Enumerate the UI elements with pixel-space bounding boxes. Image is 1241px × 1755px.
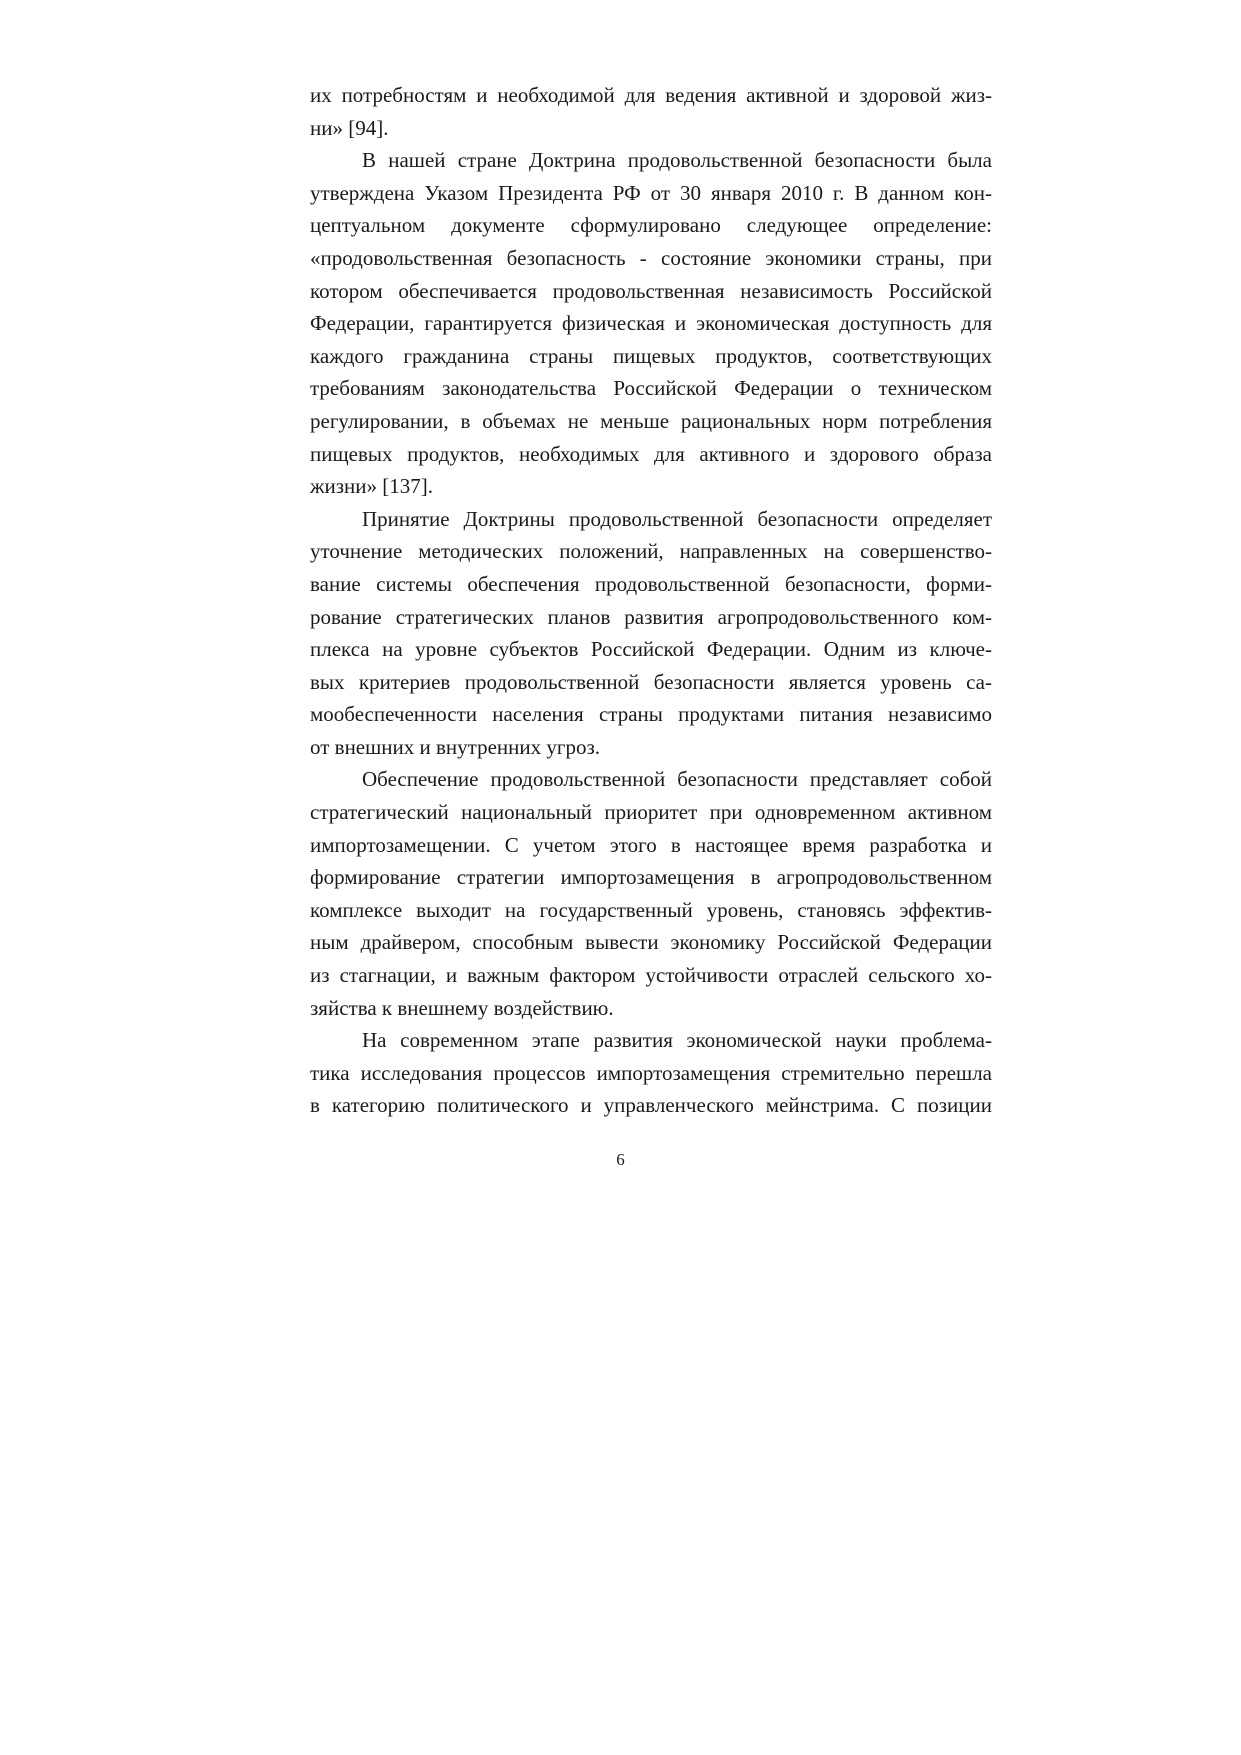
text-line: рование стратегических планов развития агропродовольственного ком- — [310, 604, 992, 629]
text-line: Принятие Доктрины продовольственной безопасности определяет — [362, 506, 992, 531]
text-line: ни» [94]. — [310, 115, 389, 140]
paragraph — [310, 144, 992, 503]
text-line: На современном этапе развития экономической науки проблема- — [362, 1028, 992, 1053]
text-line: их потребностям и необходимой для ведения активной и здоровой жиз- — [310, 83, 992, 107]
page-number: 6 — [616, 1150, 625, 1169]
text-line: Обеспечение продовольственной безопасности представляет собой — [362, 767, 992, 792]
text-line: ным драйвером, способным вывести экономику Российской Федерации — [310, 930, 992, 955]
text-line: плекса на уровне субъектов Российской Федерации. Одним из ключе- — [310, 637, 992, 662]
text-line: «продовольственная безопасность - состояние экономики страны, при — [310, 245, 992, 270]
text-line: пищевых продуктов, необходимых для активного и здорового образа — [310, 441, 992, 466]
paragraph — [310, 1024, 992, 1122]
text-line: стратегический национальный приоритет при одновременном активном — [310, 800, 992, 825]
text-line: импортозамещении. С учетом этого в настоящее время разработка и — [310, 832, 992, 857]
paragraph — [310, 503, 992, 764]
text-line: уточнение методических положений, направленных на совершенство- — [310, 539, 992, 564]
body-text — [310, 79, 992, 1122]
text-line: зяйства к внешнему воздействию. — [310, 995, 614, 1020]
text-line: котором обеспечивается продовольственная независимость Российской — [310, 278, 992, 303]
text-line: В нашей стране Доктрина продовольственной безопасности была — [362, 148, 992, 173]
text-line: требованиям законодательства Российской Федерации о техническом — [310, 376, 992, 401]
text-line: каждого гражданина страны пищевых продуктов, соответствующих — [310, 343, 992, 368]
text-line: жизни» [137]. — [310, 474, 434, 499]
paragraph — [310, 79, 992, 144]
text-line: мообеспеченности населения страны продуктами питания независимо — [310, 702, 992, 727]
text-line: формирование стратегии импортозамещения в агропродовольственном — [310, 865, 992, 890]
text-line: утверждена Указом Президента РФ от 30 января 2010 г. В данном кон- — [310, 180, 992, 205]
text-line: вых критериев продовольственной безопасности является уровень са- — [310, 669, 992, 694]
text-line: вание системы обеспечения продовольственной безопасности, форми- — [310, 571, 992, 596]
text-line: из стагнации, и важным фактором устойчивости отраслей сельского хо- — [310, 963, 992, 988]
text-line: в категорию политического и управленческого мейнстрима. С позиции — [310, 1093, 992, 1118]
text-line: регулировании, в объемах не меньше рациональных норм потребления — [310, 408, 992, 433]
text-line: Федерации, гарантируется физическая и экономическая доступность для — [310, 311, 992, 336]
text-line: комплексе выходит на государственный уровень, становясь эффектив- — [310, 897, 992, 922]
text-line: цептуальном документе сформулировано следующее определение: — [310, 213, 992, 238]
paragraph — [310, 763, 992, 1024]
text-line: от внешних и внутренних угроз. — [310, 734, 601, 759]
text-line: тика исследования процессов импортозамещения стремительно перешла — [310, 1060, 992, 1085]
